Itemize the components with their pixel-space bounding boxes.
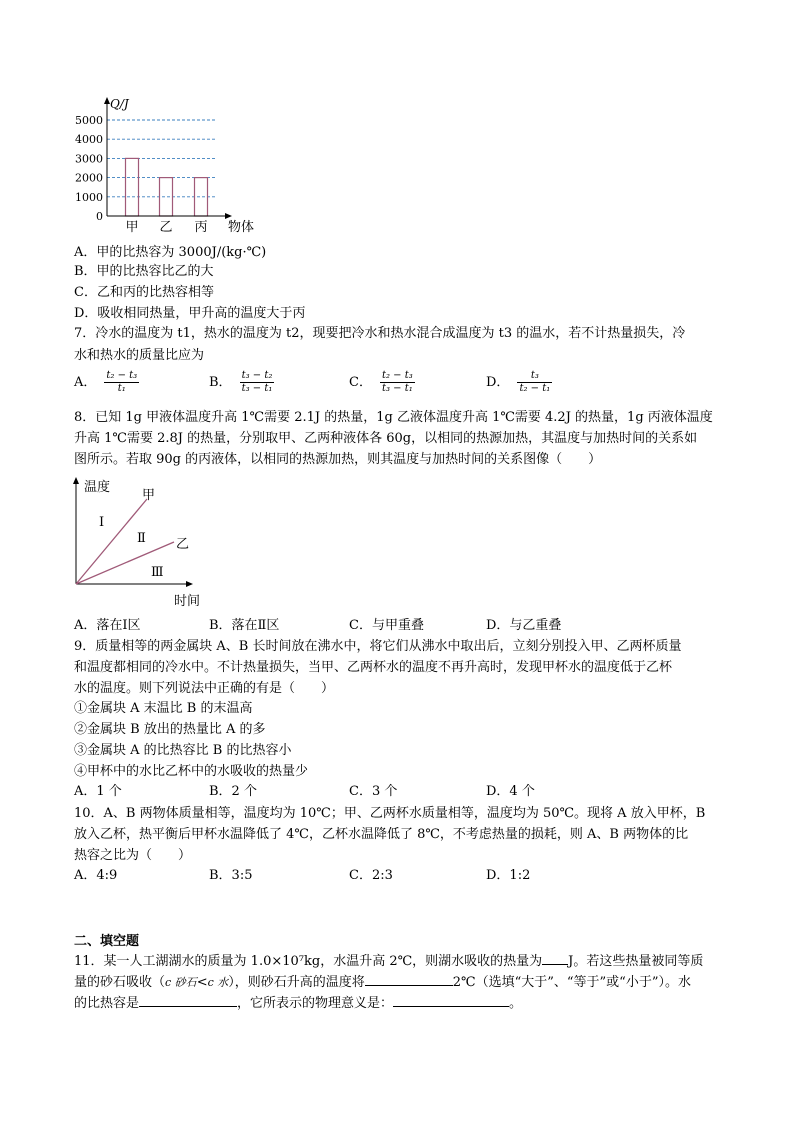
y-tick-label: 5000: [75, 114, 103, 127]
q11-text-line3: 的比热容是 ，它所表示的物理意义是： 。: [74, 996, 523, 1011]
q8-text-line3: 图所示。若取 90g 的丙液体，以相同的热源加热，则其温度与加热时间的关系图像（ ）: [74, 452, 602, 467]
temperature-time-graph: [66, 474, 206, 610]
graph-y-arrow: [73, 477, 79, 484]
graph-x-label: 时间: [174, 594, 201, 609]
q8-text-line1: 8．已知 1g 甲液体温度升高 1℃需要 2.1J 的热量，1g 乙液体温度升高 1℃需要 4.2J 的热量，1g 丙液体温度: [74, 410, 713, 425]
x-category-label: 乙: [159, 220, 173, 235]
q6-option-d: D．吸收相同热量，甲升高的温度大于丙: [74, 306, 306, 321]
q10-option-c: C．2:3: [349, 868, 393, 883]
q6-option-b: B．甲的比热容比乙的大: [74, 264, 214, 279]
graph-y-label: 温度: [84, 480, 111, 495]
y-tick-label: 4000: [75, 133, 103, 147]
line-yi-label: 乙: [176, 537, 190, 552]
q11-text-line1: 11．某一人工湖湖水的质量为 1.0×10⁷kg，水温升高 2℃，则湖水吸收的热量为 J。若这些热量被同等质: [74, 954, 704, 969]
q7-option-a: A． $\frac{\text{t₂ − t₃}}{\text{t₁}}$: [74, 370, 138, 394]
region-3-label: Ⅲ: [151, 565, 164, 580]
y-axis-label: Q/J: [110, 97, 129, 111]
q10-text-line3: 热容之比为（ ）: [74, 848, 192, 863]
line-jia-label: 甲: [142, 488, 156, 503]
y-tick-label: 3000: [75, 152, 103, 166]
region-2-label: Ⅱ: [137, 531, 146, 546]
x-axis-arrow: [225, 213, 232, 219]
x-axis-label: 物体: [228, 220, 255, 235]
q7-option-b: B． $\frac{\text{t₃ − t₂}}{\text{t₃ − t₁}}$: [209, 370, 273, 394]
q7-option-d: D． $\frac{\text{t₃}}{\text{t₂ − t₁}}$: [486, 370, 551, 394]
q6-option-c: C．乙和丙的比热容相等: [74, 285, 214, 300]
q11-blank-1[interactable]: [542, 952, 568, 965]
q9-option-a: A．1 个: [74, 784, 122, 799]
q10-text-line2: 放入乙杯，热平衡后甲杯水温降低了 4℃，乙杯水温降低了 8℃，不考虑热量的损耗，则 A、B 两物体的比: [74, 827, 689, 842]
q8-option-d: D．与乙重叠: [486, 618, 562, 633]
q7-option-c: C． $\frac{\text{t₂ − t₃}}{\text{t₃ − t₁}}$: [349, 370, 413, 394]
y-tick-label: 2000: [75, 171, 103, 185]
q11-blank-3[interactable]: [139, 994, 237, 1007]
bar-2: [195, 178, 208, 216]
q9-text-line3: 水的温度。则下列说法中正确的有是（ ）: [74, 681, 335, 696]
y-tick-label: 1000: [75, 190, 103, 204]
q9-statement-4: ④甲杯中的水比乙杯中的水吸收的热量少: [74, 764, 309, 779]
q9-option-b: B．2 个: [209, 784, 257, 799]
q10-text-line1: 10．A、B 两物体质量相等，温度均为 10℃；甲、乙两杯水质量相等，温度均为 50℃。现将 A 放入甲杯，B: [74, 806, 706, 821]
q10-option-d: D．1:2: [486, 868, 531, 883]
bar-0: [126, 158, 139, 216]
q9-option-c: C．3 个: [349, 784, 398, 799]
q8-option-c: C．与甲重叠: [349, 618, 424, 633]
q7-text-line2: 水和热水的质量比应为: [74, 348, 205, 363]
q9-text-line2: 和温度都相同的冷水中。不计热量损失，当甲、乙两杯水的温度不再升高时，发现甲杯水的温度低于乙杯: [74, 660, 673, 675]
q8-text-line2: 升高 1℃需要 2.8J 的热量，分别取甲、乙两种液体各 60g，以相同的热源加热，其温度与加热时间的关系如: [74, 431, 698, 446]
x-category-label: 甲: [125, 220, 139, 235]
q10-option-a: A．4:9: [74, 868, 118, 883]
x-category-label: 丙: [194, 220, 208, 235]
q7-text-line1: 7．冷水的温度为 t1，热水的温度为 t2，现要把冷水和热水混合成温度为 t3 的温水，若不计热量损失，冷: [74, 326, 686, 341]
q9-text-line1: 9．质量相等的两金属块 A、B 长时间放在沸水中，将它们从沸水中取出后，立刻分别投入甲、乙两杯质量: [74, 639, 682, 654]
q9-statement-2: ②金属块 B 放出的热量比 A 的多: [74, 722, 266, 737]
q8-option-a: A．落在Ⅰ区: [74, 618, 141, 633]
q11-text-line2: 量的砂石吸收（c 砂石<c 水），则砂石升高的温度将 2℃（选填“大于”、“等于”或“小于”）。水: [74, 975, 691, 990]
section-heading: 二、填空题: [74, 934, 140, 949]
q9-statement-1: ①金属块 A 末温比 B 的末温高: [74, 701, 253, 716]
q9-statement-3: ③金属块 A 的比热容比 B 的比热容小: [74, 743, 292, 758]
bar-1: [160, 178, 173, 216]
q6-option-a: A．甲的比热容为 3000J/(kg·℃): [74, 245, 267, 260]
region-1-label: Ⅰ: [99, 515, 105, 530]
q9-option-d: D．4 个: [486, 784, 535, 799]
q11-blank-4[interactable]: [393, 994, 509, 1007]
y-tick-label: 0: [96, 210, 103, 223]
heat-bar-chart: [70, 95, 270, 235]
graph-x-arrow: [186, 581, 193, 587]
q11-blank-2[interactable]: [365, 973, 453, 986]
q8-option-b: B．落在Ⅱ区: [209, 618, 280, 633]
q10-option-b: B．3:5: [209, 868, 253, 883]
